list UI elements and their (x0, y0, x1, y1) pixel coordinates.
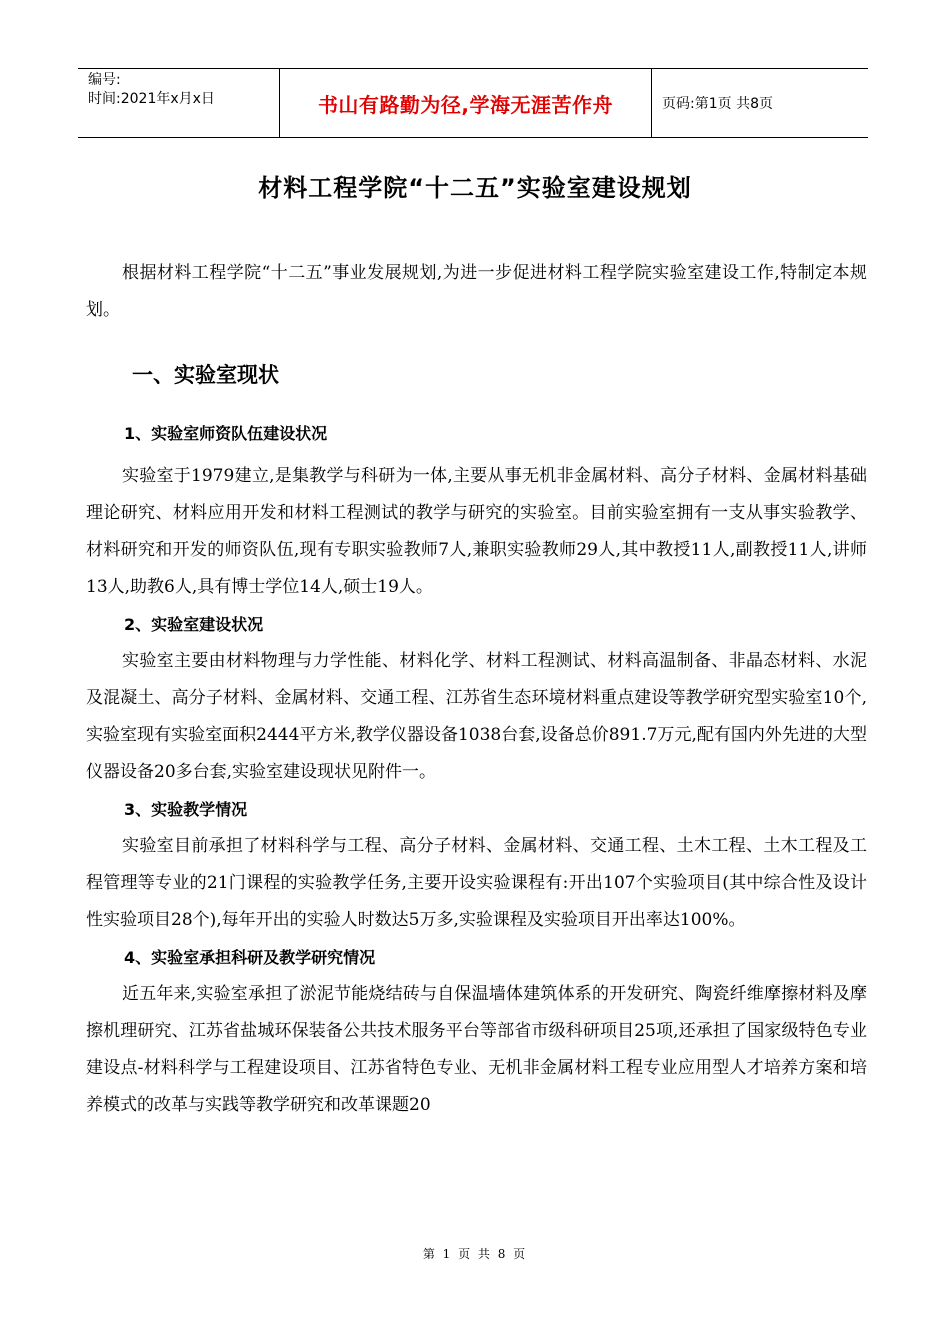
header-motto: 书山有路勤为径,学海无涯苦作舟 (280, 69, 652, 137)
document-title: 材料工程学院“十二五”实验室建设规划 (258, 174, 692, 202)
subsection-paragraph-3: 实验室目前承担了材料科学与工程、高分子材料、金属材料、交通工程、土木工程、土木工程及工程管理等专业的21门课程的实验教学任务,主要开设实验课程有:开出107个实验项目(其中综合性及设计性实验项目28个),每年开出的实验人时数达5万多,实验课程及实验项目开出率达100%。 (86, 836, 867, 930)
header-meta-cell (78, 69, 280, 137)
document-number-label: 编号: (88, 72, 121, 88)
subsection-heading-2: 2、实验室建设状况 (124, 615, 264, 634)
subsection-paragraph-1: 实验室于1979建立,是集教学与科研为一体,主要从事无机非金属材料、高分子材料、金属材料基础理论研究、材料应用开发和材料工程测试的教学与研究的实验室。目前实验室拥有一支从事实验教学、材料研究和开发的师资队伍,现有专职实验教师7人,兼职实验教师29人,其中教授11人,副教授11人,讲师13人,助教6人,具有博士学位14人,硕士19人。 (86, 466, 867, 597)
header-page-info: 页码:第1页 共8页 (662, 96, 773, 112)
page-footer: 第 1 页 共 8 页 (422, 1247, 528, 1261)
subsection-paragraph-4: 近五年来,实验室承担了淤泥节能烧结砖与自保温墙体建筑体系的开发研究、陶瓷纤维摩擦材料及摩擦机理研究、江苏省盐城环保装备公共技术服务平台等部省市级科研项目25项,还承担了国家级特色专业建设点-材料科学与工程建设项目、江苏省特色专业、无机非金属材料工程专业应用型人才培养方案和培养模式的改革与实践等教学研究和改革课题20 (86, 984, 867, 1115)
document-time-label: 时间:2021年x月x日 (88, 91, 215, 107)
header-table (78, 68, 868, 138)
subsection-paragraph-2: 实验室主要由材料物理与力学性能、材料化学、材料工程测试、材料高温制备、非晶态材料、水泥及混凝土、高分子材料、金属材料、交通工程、江苏省生态环境材料重点建设等教学研究型实验室10个,实验室现有实验室面积2444平方米,教学仪器设备1038台套,设备总价891.7万元,配有国内外先进的大型仪器设备20多台套,实验室建设现状见附件一。 (86, 651, 867, 782)
section-heading: 一、实验室现状 (132, 363, 279, 387)
subsection-heading-1: 1、实验室师资队伍建设状况 (124, 424, 328, 443)
document-body (86, 255, 867, 1124)
intro-paragraph: 根据材料工程学院“十二五”事业发展规划,为进一步促进材料工程学院实验室建设工作,特制定本规划。 (86, 263, 867, 320)
subsection-heading-4: 4、实验室承担科研及教学研究情况 (124, 948, 376, 967)
subsection-heading-3: 3、实验教学情况 (124, 800, 248, 819)
